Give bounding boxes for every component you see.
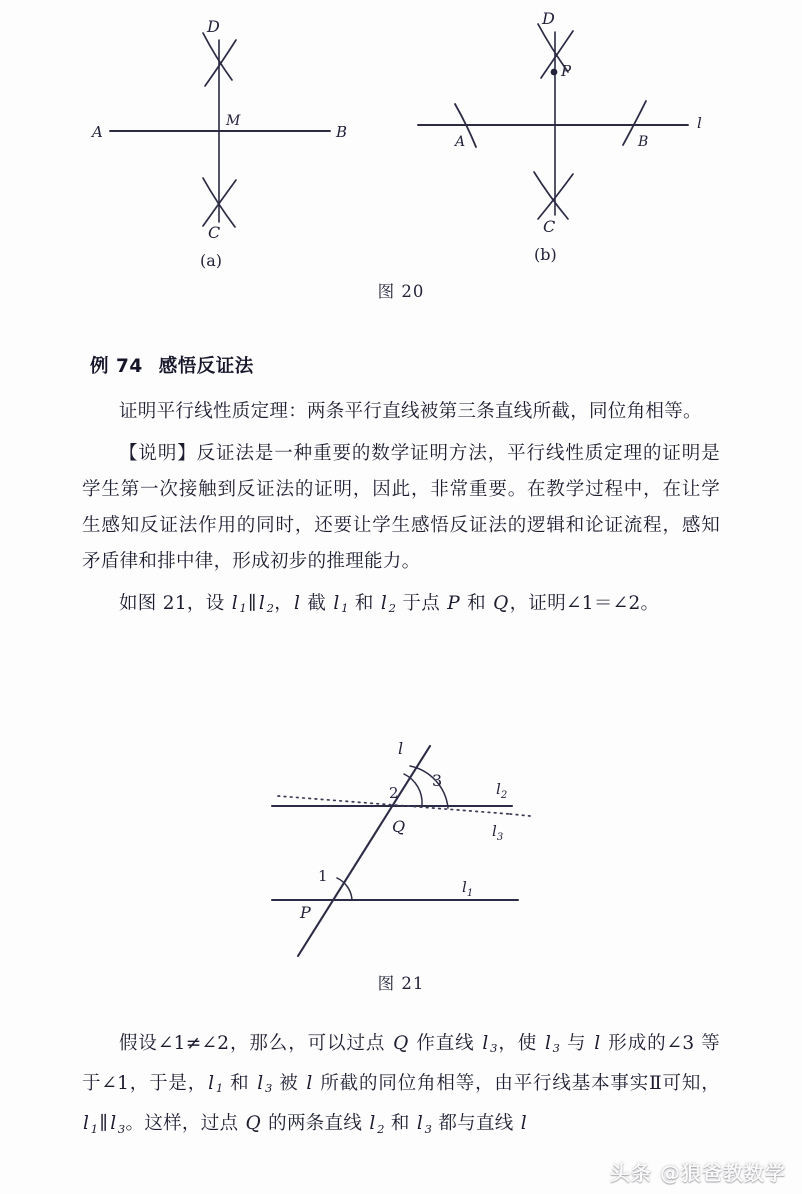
proof-symbol-l3d: l [110, 1113, 117, 1135]
label-angle-3: 3 [432, 771, 443, 790]
figure-20-panel-a-sublabel: (a) [200, 251, 223, 270]
proof-seg-4: 与 [560, 1033, 594, 1054]
label-l-b: l [697, 114, 702, 132]
proof-symbol-l1c-sub: 1 [90, 1121, 99, 1136]
proof-symbol-l3d-sub: 3 [117, 1121, 126, 1136]
example-heading [90, 352, 720, 378]
label-M-a: M [226, 113, 241, 129]
proof-symbol-parallel: ∥ [99, 1113, 109, 1135]
label-C-a: C [208, 223, 221, 242]
figure-21 [0, 718, 802, 1018]
setup-text-7: ，证明∠1＝∠2。 [509, 593, 660, 614]
setup-text-4: 和 [348, 593, 380, 614]
proof-seg-6: 和 [223, 1073, 257, 1095]
proof-seg-1: 假设∠1≠∠2，那么，可以过点 [119, 1033, 393, 1054]
label-transversal-l: l [398, 739, 404, 758]
example-body [82, 352, 720, 632]
proof-symbol-Q1: Q [393, 1033, 409, 1054]
watermark: 头条 @狼爸教数学 [610, 1161, 786, 1185]
proof-paragraph-wrap [82, 1026, 720, 1153]
symbol-l2-b-sub: 2 [388, 601, 397, 616]
figure-20-drawing [0, 0, 802, 280]
proof-paragraph [82, 1026, 720, 1147]
proof-symbol-l3a: l [482, 1033, 489, 1054]
figure-20 [0, 0, 802, 310]
example-number: 例 74 [90, 356, 143, 377]
label-P-b: P [561, 62, 572, 80]
label-line-l3: $l_3$ [492, 822, 504, 843]
example-title: 感悟反证法 [158, 356, 254, 377]
symbol-l1-b: l [333, 593, 340, 614]
example-note [82, 436, 720, 580]
proof-seg-3: ，使 [497, 1033, 544, 1054]
label-B-b: B [638, 134, 649, 150]
figure-20-caption: 图 20 [377, 282, 425, 301]
figure-21-caption: 图 21 [377, 974, 425, 993]
setup-text-6: 和 [460, 593, 493, 614]
symbol-l2: l [258, 593, 266, 614]
label-D-a: D [207, 17, 220, 36]
label-angle-2: 2 [389, 784, 399, 802]
label-line-l2: $l_2$ [496, 780, 508, 801]
proof-symbol-Q2: Q [245, 1113, 261, 1135]
note-tag: 【说明】 [119, 443, 197, 464]
proof-seg-9: 。这样，过点 [125, 1113, 245, 1135]
figure-21-drawing [0, 718, 802, 968]
setup-text-5: 于点 [396, 593, 447, 614]
figure-20-panel-b [418, 24, 688, 219]
proof-symbol-lb: l [306, 1073, 313, 1095]
label-B-a: B [336, 123, 348, 141]
symbol-P: P [447, 593, 460, 614]
example-setup-line [82, 586, 720, 626]
proof-symbol-l1b-sub: 1 [215, 1081, 224, 1096]
symbol-l1: l [231, 593, 238, 614]
setup-text-3: 截 [301, 593, 333, 614]
symbol-l2-b: l [380, 593, 388, 614]
proof-symbol-l3e-sub: 3 [424, 1121, 433, 1136]
label-line-l1: $l_1$ [462, 878, 474, 899]
proof-seg-10: 的两条直线 [261, 1113, 369, 1135]
proof-seg-7: 被 [272, 1073, 306, 1095]
symbol-l: l [294, 593, 301, 614]
label-point-Q: Q [392, 817, 406, 836]
proof-symbol-l1b: l [208, 1073, 215, 1095]
proof-symbol-l3c: l [257, 1073, 264, 1095]
label-angle-1: 1 [318, 867, 328, 885]
label-C-b: C [543, 217, 556, 236]
symbol-l2-sub: 2 [266, 601, 275, 616]
setup-text-1: 如图 21，设 [119, 593, 231, 614]
proof-symbol-l3a-sub: 3 [490, 1041, 498, 1056]
proof-seg-5: 形成的∠3 等于∠1，于是， [82, 1033, 720, 1095]
proof-symbol-l3b: l [544, 1033, 552, 1054]
setup-text-2: ， [274, 593, 294, 614]
symbol-parallel-1: ∥ [248, 593, 257, 614]
point-P-dot [551, 69, 558, 76]
symbol-Q: Q [493, 593, 509, 614]
proof-symbol-l3b-sub: 3 [552, 1041, 561, 1056]
angle-3-arc [410, 766, 448, 808]
symbol-l1-b-sub: 1 [341, 601, 349, 616]
proof-seg-12: 都与直线 [432, 1113, 520, 1135]
proof-seg-8: 所截的同位角相等，由平行线基本事实Ⅱ可知， [313, 1073, 721, 1095]
proof-symbol-l2b-sub: 2 [377, 1121, 385, 1136]
proof-symbol-l3c-sub: 3 [264, 1081, 273, 1096]
note-body: 反证法是一种重要的数学证明方法，平行线性质定理的证明是学生第一次接触到反证法的证明，因此，非常重要。在教学过程中，在让学生感知反证法作用的同时，还要让学生感悟反证法的逻辑和论证流程，感知矛盾律和排中律，形成初步的推理能力。 [82, 443, 721, 572]
label-A-a: A [92, 123, 103, 141]
proof-symbol-lc: l [520, 1113, 527, 1135]
label-D-b: D [542, 9, 555, 28]
example-statement: 证明平行线性质定理：两条平行直线被第三条直线所截，同位角相等。 [119, 401, 702, 422]
proof-seg-11: 和 [384, 1113, 416, 1135]
proof-seg-2: 作直线 [409, 1033, 482, 1054]
label-A-b: A [455, 134, 466, 150]
label-point-P: P [300, 903, 311, 922]
proof-symbol-l2b: l [369, 1113, 376, 1135]
proof-symbol-l3e: l [416, 1113, 424, 1135]
figure-20-panel-a [110, 33, 330, 227]
angle-2-arc [404, 774, 422, 805]
symbol-l1-sub: 1 [239, 601, 248, 616]
figure-20-panel-b-sublabel: (b) [534, 245, 557, 264]
proof-symbol-l1c: l [83, 1113, 90, 1135]
proof-symbol-la: l [594, 1033, 601, 1054]
